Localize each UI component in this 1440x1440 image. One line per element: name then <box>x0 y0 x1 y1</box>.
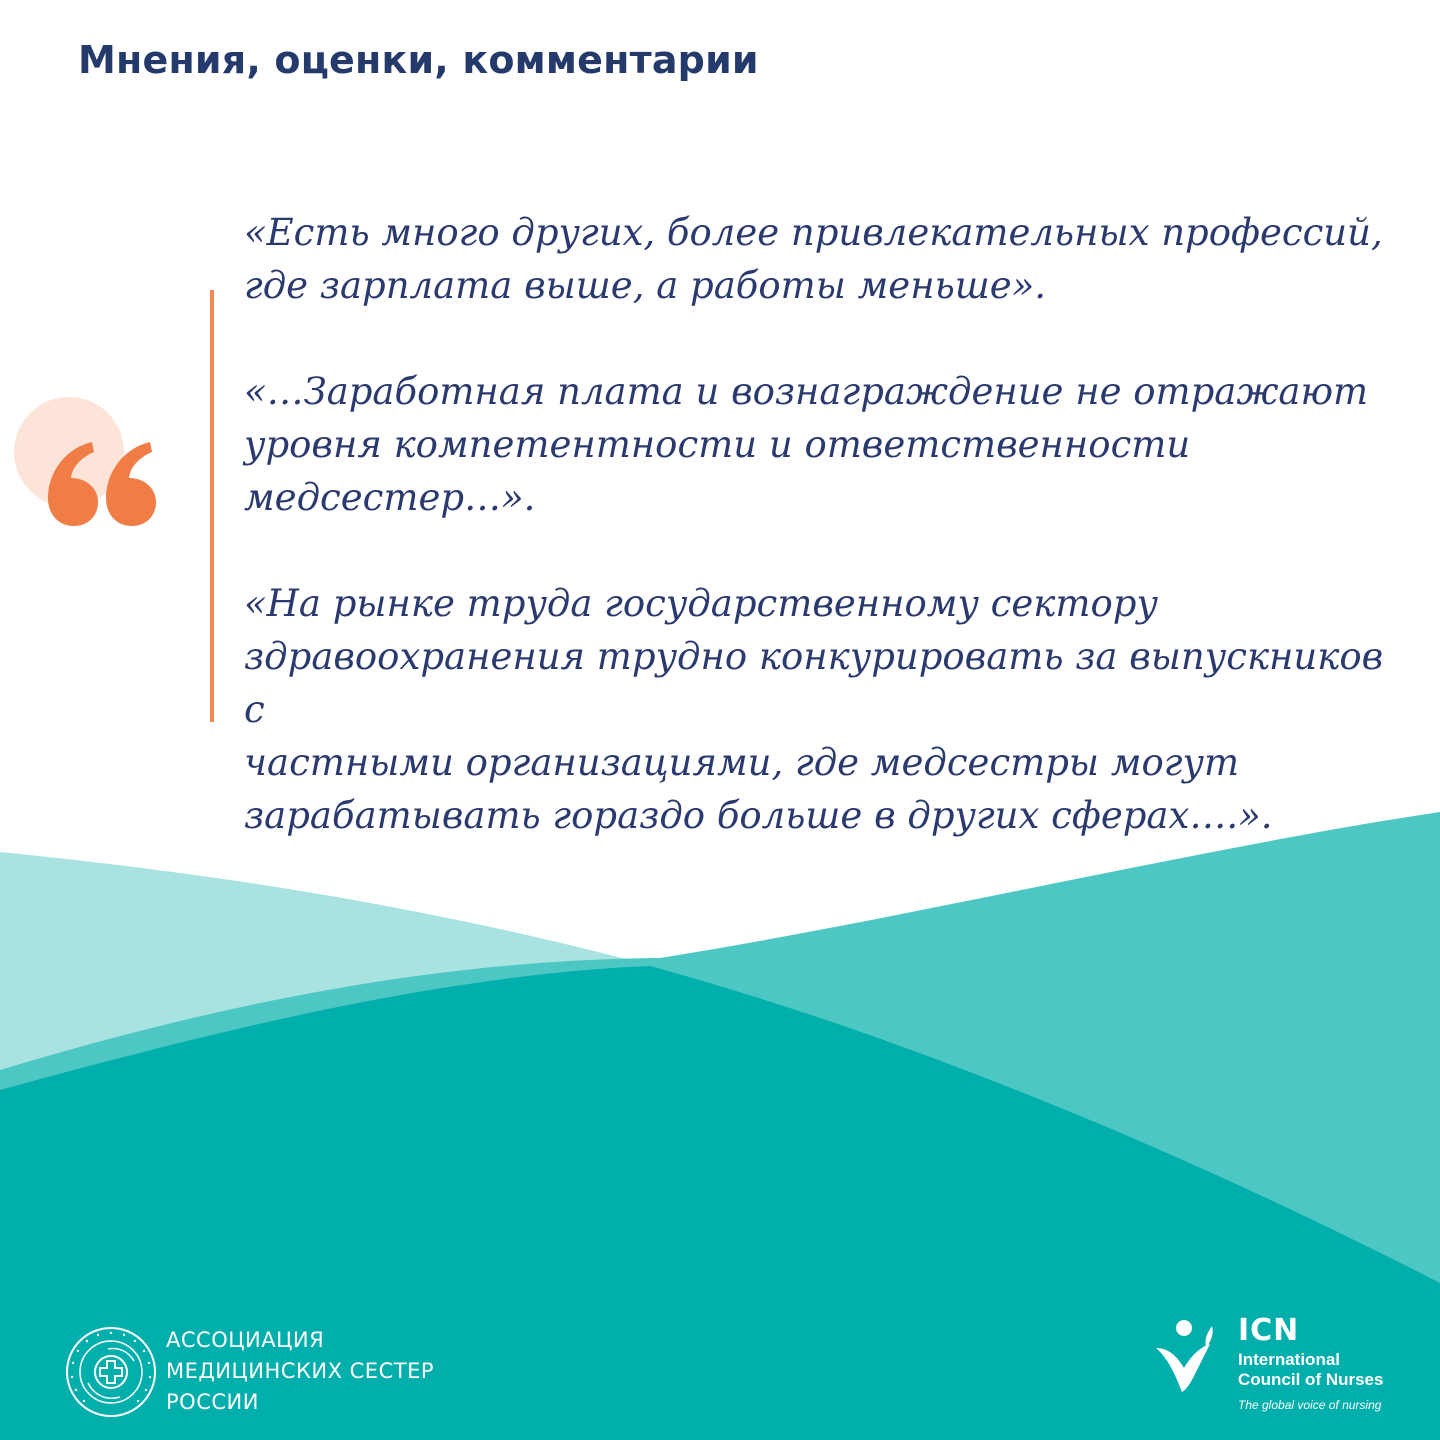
page-title: Мнения, оценки, комментарии <box>78 38 759 82</box>
quote-2: «…Заработная плата и вознаграждение не отражают уровня компетентности и ответственности медсестер…». <box>244 370 1369 519</box>
quote-mark-icon <box>44 438 160 528</box>
association-name-line-1: АССОЦИАЦИЯ <box>166 1328 325 1352</box>
association-logo-icon <box>64 1325 158 1419</box>
quote-1: «Есть много других, более привлекательных профессий, где зарплата выше, а работы меньше». <box>244 211 1383 307</box>
association-name <box>166 1325 434 1418</box>
icn-name-line-1: International <box>1238 1350 1341 1369</box>
icn-tagline: The global voice of nursing <box>1238 1398 1382 1412</box>
association-name-line-3: РОССИИ <box>166 1390 259 1414</box>
icn-name-line-2: Council of Nurses <box>1238 1370 1384 1389</box>
quote-divider-line <box>210 290 214 722</box>
icn-figure-icon <box>1150 1318 1230 1394</box>
association-name-line-2: МЕДИЦИНСКИХ СЕСТЕР <box>166 1359 435 1383</box>
icn-abbreviation: ICN <box>1238 1313 1300 1348</box>
quotes-block <box>244 206 1404 895</box>
quote-3: «На рынке труда государственному сектору здравоохранения трудно конкурировать за выпускников с частными организациями, где медсестры могут зарабатывать гораздо больше в других сферах….». <box>244 582 1384 837</box>
icn-logo <box>1238 1312 1383 1412</box>
